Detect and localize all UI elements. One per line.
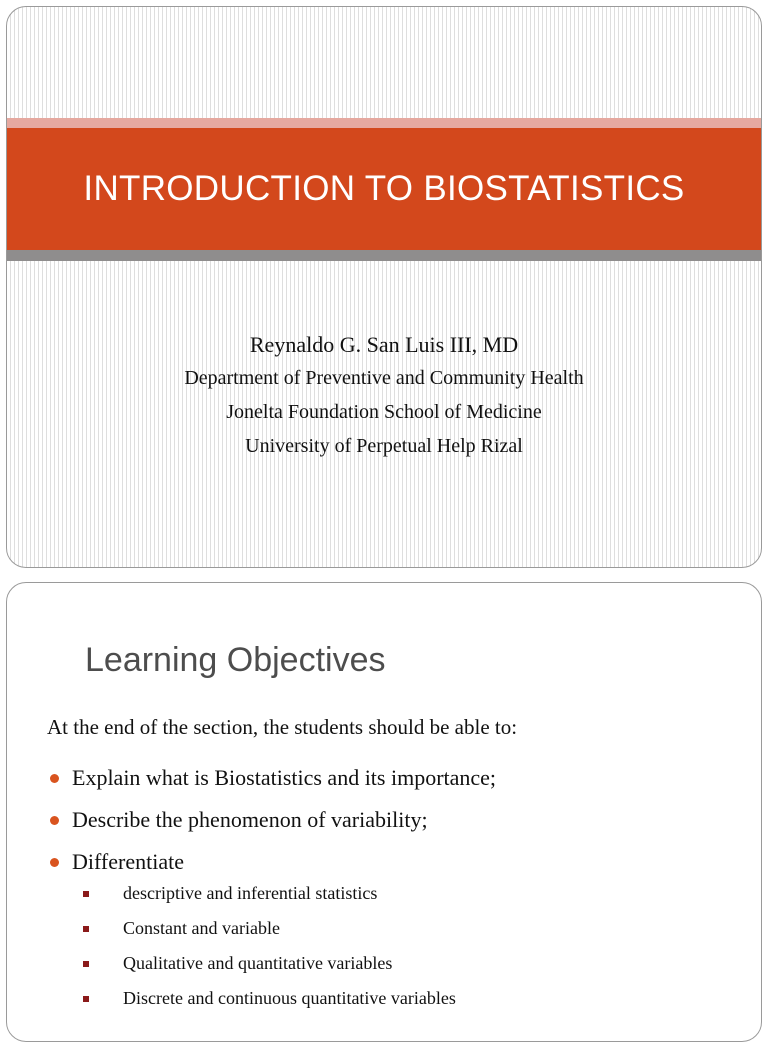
bullet-dot-icon — [50, 816, 59, 825]
sub-bullet-text: descriptive and inferential statistics — [123, 883, 378, 903]
list-item — [83, 981, 456, 1016]
list-item — [47, 799, 496, 841]
square-bullet-icon — [83, 961, 89, 967]
author-block — [7, 329, 761, 463]
objectives-slide — [6, 582, 762, 1042]
list-item — [83, 876, 456, 911]
list-item — [83, 946, 456, 981]
list-item — [47, 757, 496, 799]
title-band-top-stripe — [7, 118, 761, 128]
bullet-text: Differentiate — [72, 849, 184, 874]
objectives-title: Learning Objectives — [85, 641, 386, 679]
objectives-intro: At the end of the section, the students should be able to: — [47, 715, 518, 739]
objectives-list — [47, 757, 496, 883]
title-slide — [6, 6, 762, 568]
affiliation-university: University of Perpetual Help Rizal — [245, 435, 523, 457]
square-bullet-icon — [83, 996, 89, 1002]
square-bullet-icon — [83, 926, 89, 932]
slide-title: INTRODUCTION TO BIOSTATISTICS — [83, 169, 685, 208]
square-bullet-icon — [83, 891, 89, 897]
bullet-dot-icon — [50, 858, 59, 867]
differentiate-sublist — [83, 876, 456, 1016]
bullet-dot-icon — [50, 774, 59, 783]
sub-bullet-text: Qualitative and quantitative variables — [123, 953, 393, 973]
title-band — [7, 128, 761, 250]
sub-bullet-text: Constant and variable — [123, 918, 280, 938]
sub-bullet-text: Discrete and continuous quantitative variables — [123, 988, 456, 1008]
affiliation-school: Jonelta Foundation School of Medicine — [226, 401, 542, 423]
author-name: Reynaldo G. San Luis III, MD — [249, 332, 519, 357]
bullet-text: Describe the phenomenon of variability; — [72, 807, 428, 832]
title-band-bottom-stripe — [7, 250, 761, 261]
bullet-text: Explain what is Biostatistics and its importance; — [72, 765, 497, 790]
affiliation-department: Department of Preventive and Community Health — [184, 367, 584, 389]
list-item — [83, 911, 456, 946]
